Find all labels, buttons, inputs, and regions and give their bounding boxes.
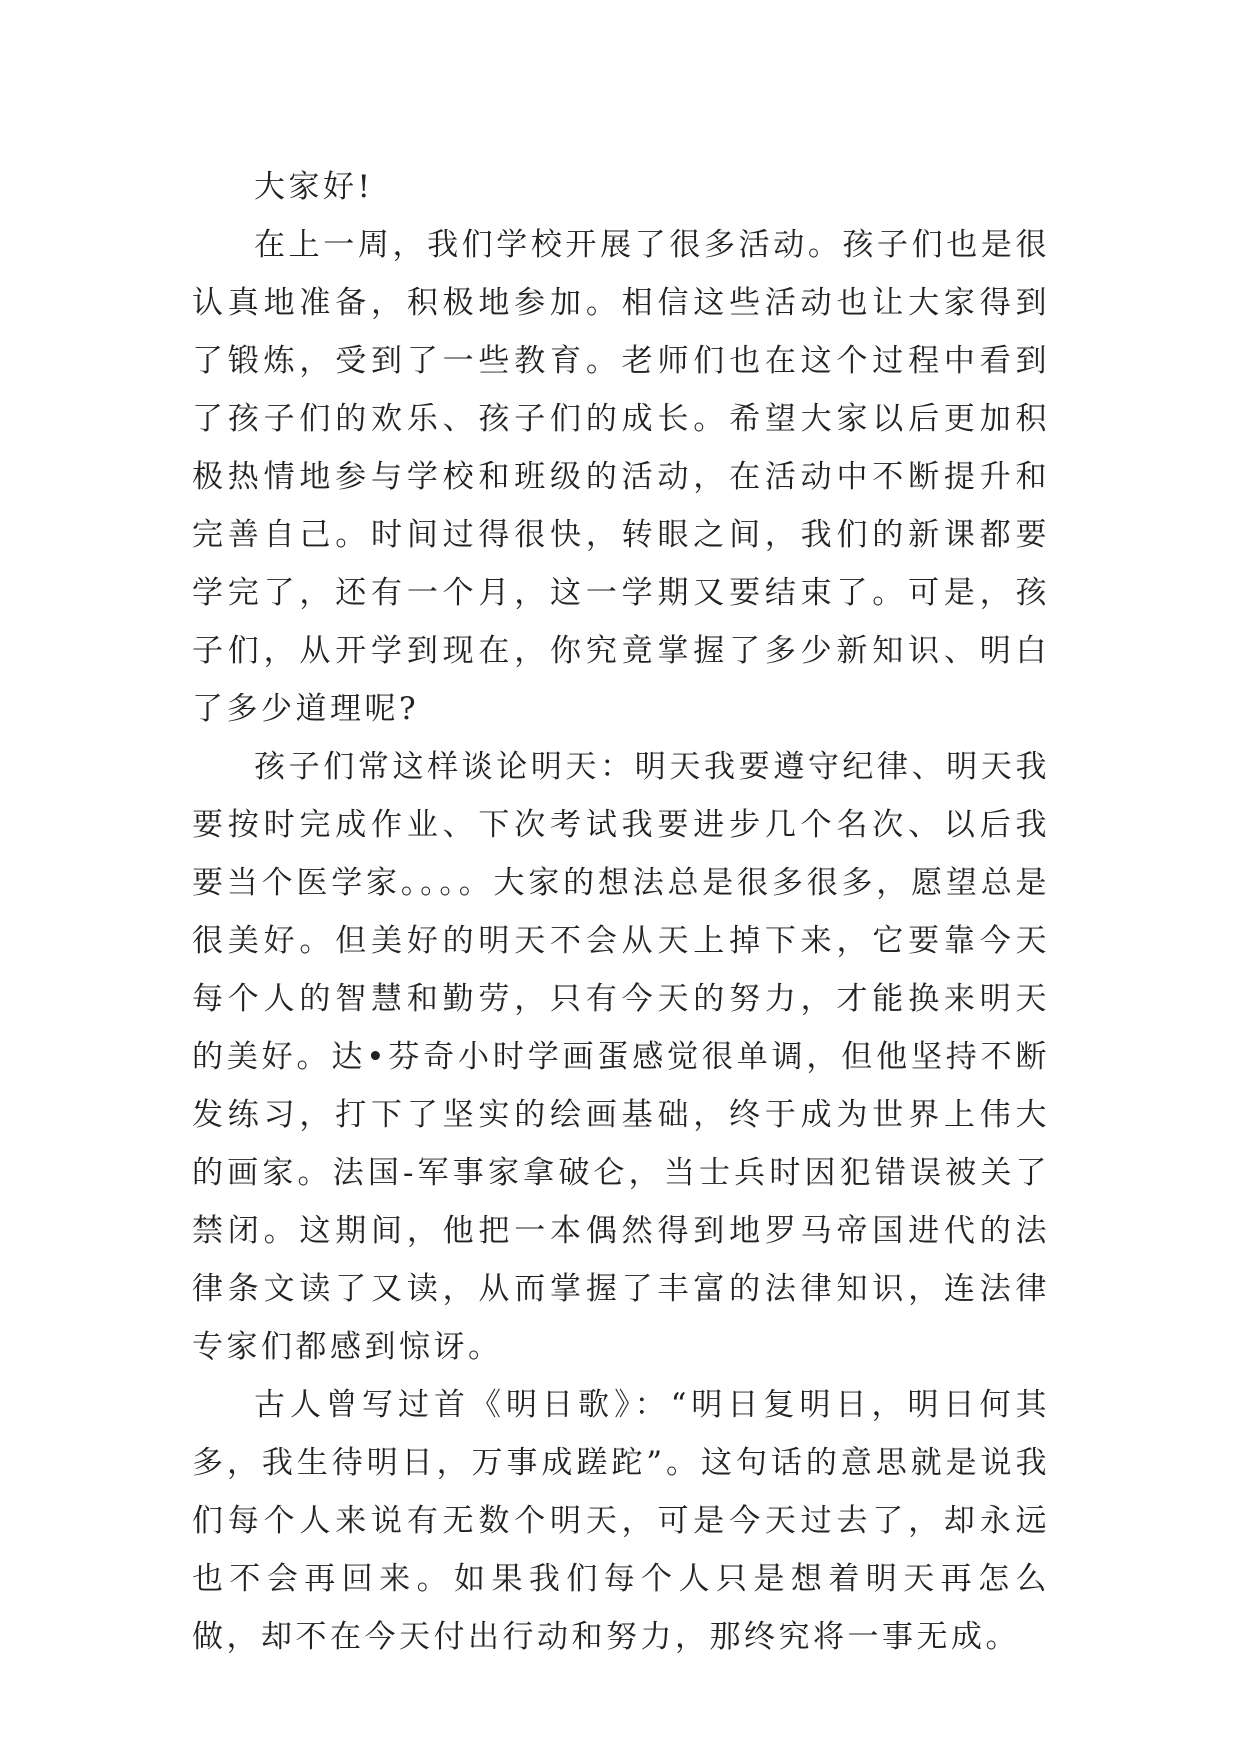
greeting-paragraph: 大家好! [254, 169, 374, 205]
body-paragraph-3: 古人曾写过首《明日歌》：“明日复明日，明日何其多，我生待明日，万事成蹉跎”。这句话的意思就是说我们每个人来说有无数个明天，可是今天过去了，却永远也不会再回来。如果我们每个人只是想着明天再怎么做，却不在今天付出行动和努力，那终究将一事无成。 [192, 1387, 1050, 1655]
body-paragraph-2: 孩子们常这样谈论明天：明天我要遵守纪律、明天我要按时完成作业、下次考试我要进步几个名次、以后我要当个医学家。。。。大家的想法总是很多很多，愿望总是很美好。但美好的明天不会从天上掉下来，它要靠今天每个人的智慧和勤劳，只有今天的努力，才能换来明天的美好。达•芬奇小时学画蛋感觉很单调，但他坚持不断发练习，打下了坚实的绘画基础，终于成为世界上伟大的画家。法国-军事家拿破仑，当士兵时因犯错误被关了禁闭。这期间，他把一本偶然得到地罗马帝国进代的法律条文读了又读，从而掌握了丰富的法律知识，连法律专家们都感到惊讶。 [192, 749, 1050, 1365]
body-paragraph-1: 在上一周，我们学校开展了很多活动。孩子们也是很认真地准备，积极地参加。相信这些活动也让大家得到了锻炼，受到了一些教育。老师们也在这个过程中看到了孩子们的欢乐、孩子们的成长。希望大家以后更加积极热情地参与学校和班级的活动，在活动中不断提升和完善自己。时间过得很快，转眼之间，我们的新课都要学完了，还有一个月，这一学期又要结束了。可是，孩子们，从开学到现在，你究竟掌握了多少新知识、明白了多少道理呢? [192, 227, 1050, 727]
document-body [192, 158, 1050, 1666]
